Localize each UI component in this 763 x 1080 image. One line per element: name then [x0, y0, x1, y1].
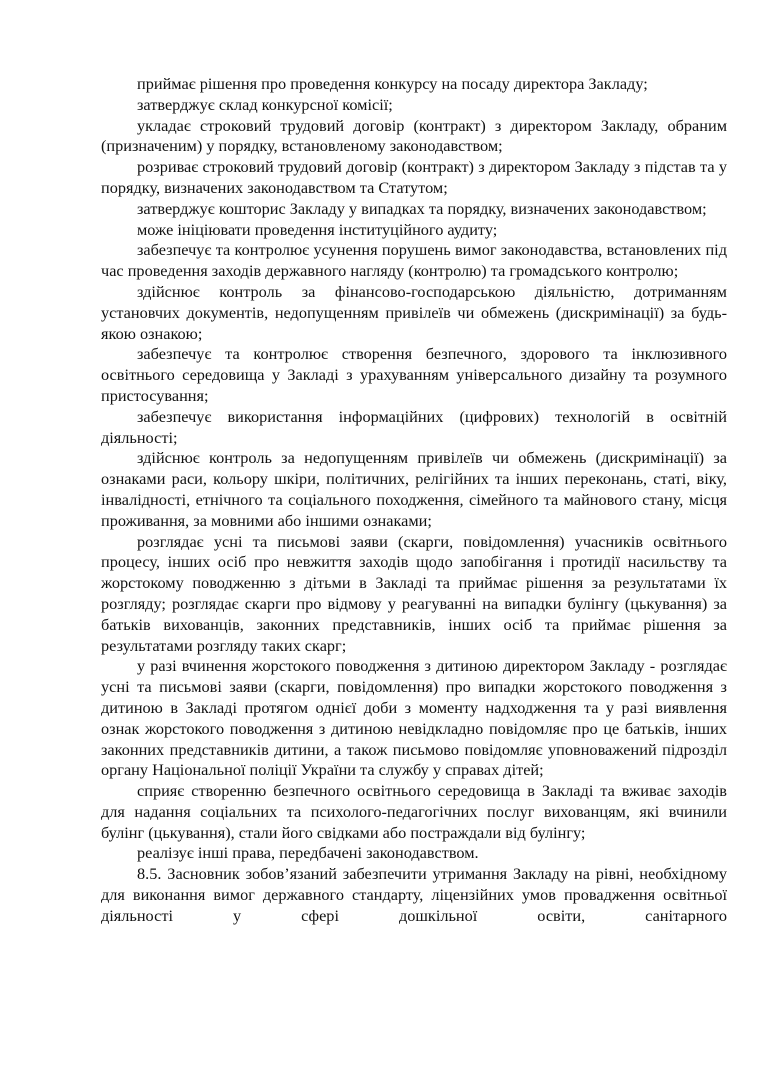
- paragraph-financial-control: здійснює контроль за фінансово-господарською діяльністю, дотриманням установчих документів, недопущенням привілеїв чи обмежень (дискримінації) за будь-якою ознакою;: [101, 281, 727, 343]
- paragraph-competition-decision: приймає рішення про проведення конкурсу на посаду директора Закладу;: [137, 74, 648, 93]
- paragraph-institutional-audit: може ініціювати проведення інституційного аудиту;: [137, 219, 498, 239]
- paragraph-discrimination-control: здійснює контроль за недопущенням привілеїв чи обмежень (дискримінації) за ознаками раси, кольору шкіри, політичних, релігійних та інших переконань, статі, віку, інвалідності, етнічного та соціального походження, сімейного та майнового стану, місця проживання, за мовними або іншими ознаками;: [101, 448, 727, 530]
- paragraph-other-rights: реалізує інші права, передбачені законодавством.: [137, 843, 479, 863]
- paragraph-digital-technologies: забезпечує використання інформаційних (цифрових) технологій в освітній діяльності;: [101, 406, 727, 447]
- paragraph-contract-termination: розриває строковий трудовий договір (контракт) з директором Закладу з підстав та у порядку, визначених законодавством та Статутом;: [101, 157, 727, 197]
- paragraph-complaints-review: розглядає усні та письмові заяви (скарги, повідомлення) учасників освітнього процесу, інших осіб про невжиття заходів щодо запобігання і протидії насильству та жорстокому поводженню з дітьми в Закладі та приймає рішення за результатами їх розгляду; розглядає скарги про відмову у реагуванні на випадки булінгу (цькування) за батьків вихованців, законних представників, інших осіб та приймає рішення за результатами розгляду таких скарг;: [101, 531, 727, 655]
- paragraph-section-8-5: 8.5. Засновник зобов’язаний забезпечити утримання Закладу на рівні, необхідному для виконання вимог державного стандарту, ліцензійних умов провадження освітньої діяльності у сфері дошкільної освіти, санітарного: [101, 864, 727, 925]
- document-body: [101, 74, 727, 927]
- paragraph-contract-conclusion: укладає строковий трудовий договір (контракт) з директором Закладу, обраним (призначеним) у порядку, встановленому законодавством;: [101, 115, 727, 156]
- paragraph-violations-control: забезпечує та контролює усунення порушень вимог законодавства, встановлених під час проведення заходів державного нагляду (контролю) та громадського контролю;: [101, 240, 727, 281]
- paragraph-bullying-support: сприяє створенню безпечного освітнього середовища в Закладі та вживає заходів для надання соціальних та психолого-педагогічних послуг вихованцям, які вчинили булінг (цькування), стали його свідками або постраждали від булінгу;: [101, 781, 727, 842]
- paragraph-commission-approval: затверджує склад конкурсної комісії;: [137, 94, 393, 114]
- paragraph-safe-environment: забезпечує та контролює створення безпечного, здорового та інклюзивного освітнього середовища у Закладі з урахуванням універсального дизайну та розумного пристосування;: [101, 344, 727, 405]
- paragraph-abuse-by-director: у разі вчинення жорстокого поводження з дитиною директором Закладу - розглядає усні та письмові заяви (скарги, повідомлення) про випадки жорстокого поводження з дитиною в Закладі протягом однієї доби з моменту надходження та у разі виявлення ознак жорстокого поводження з дитиною невідкладно повідомляє про це батьків, інших законних представників дитини, а також письмово повідомляє уповноважений підрозділ органу Національної поліції України та службу у справах дітей;: [101, 656, 727, 780]
- paragraph-budget-approval: затверджує кошторис Закладу у випадках та порядку, визначених законодавством;: [137, 198, 707, 218]
